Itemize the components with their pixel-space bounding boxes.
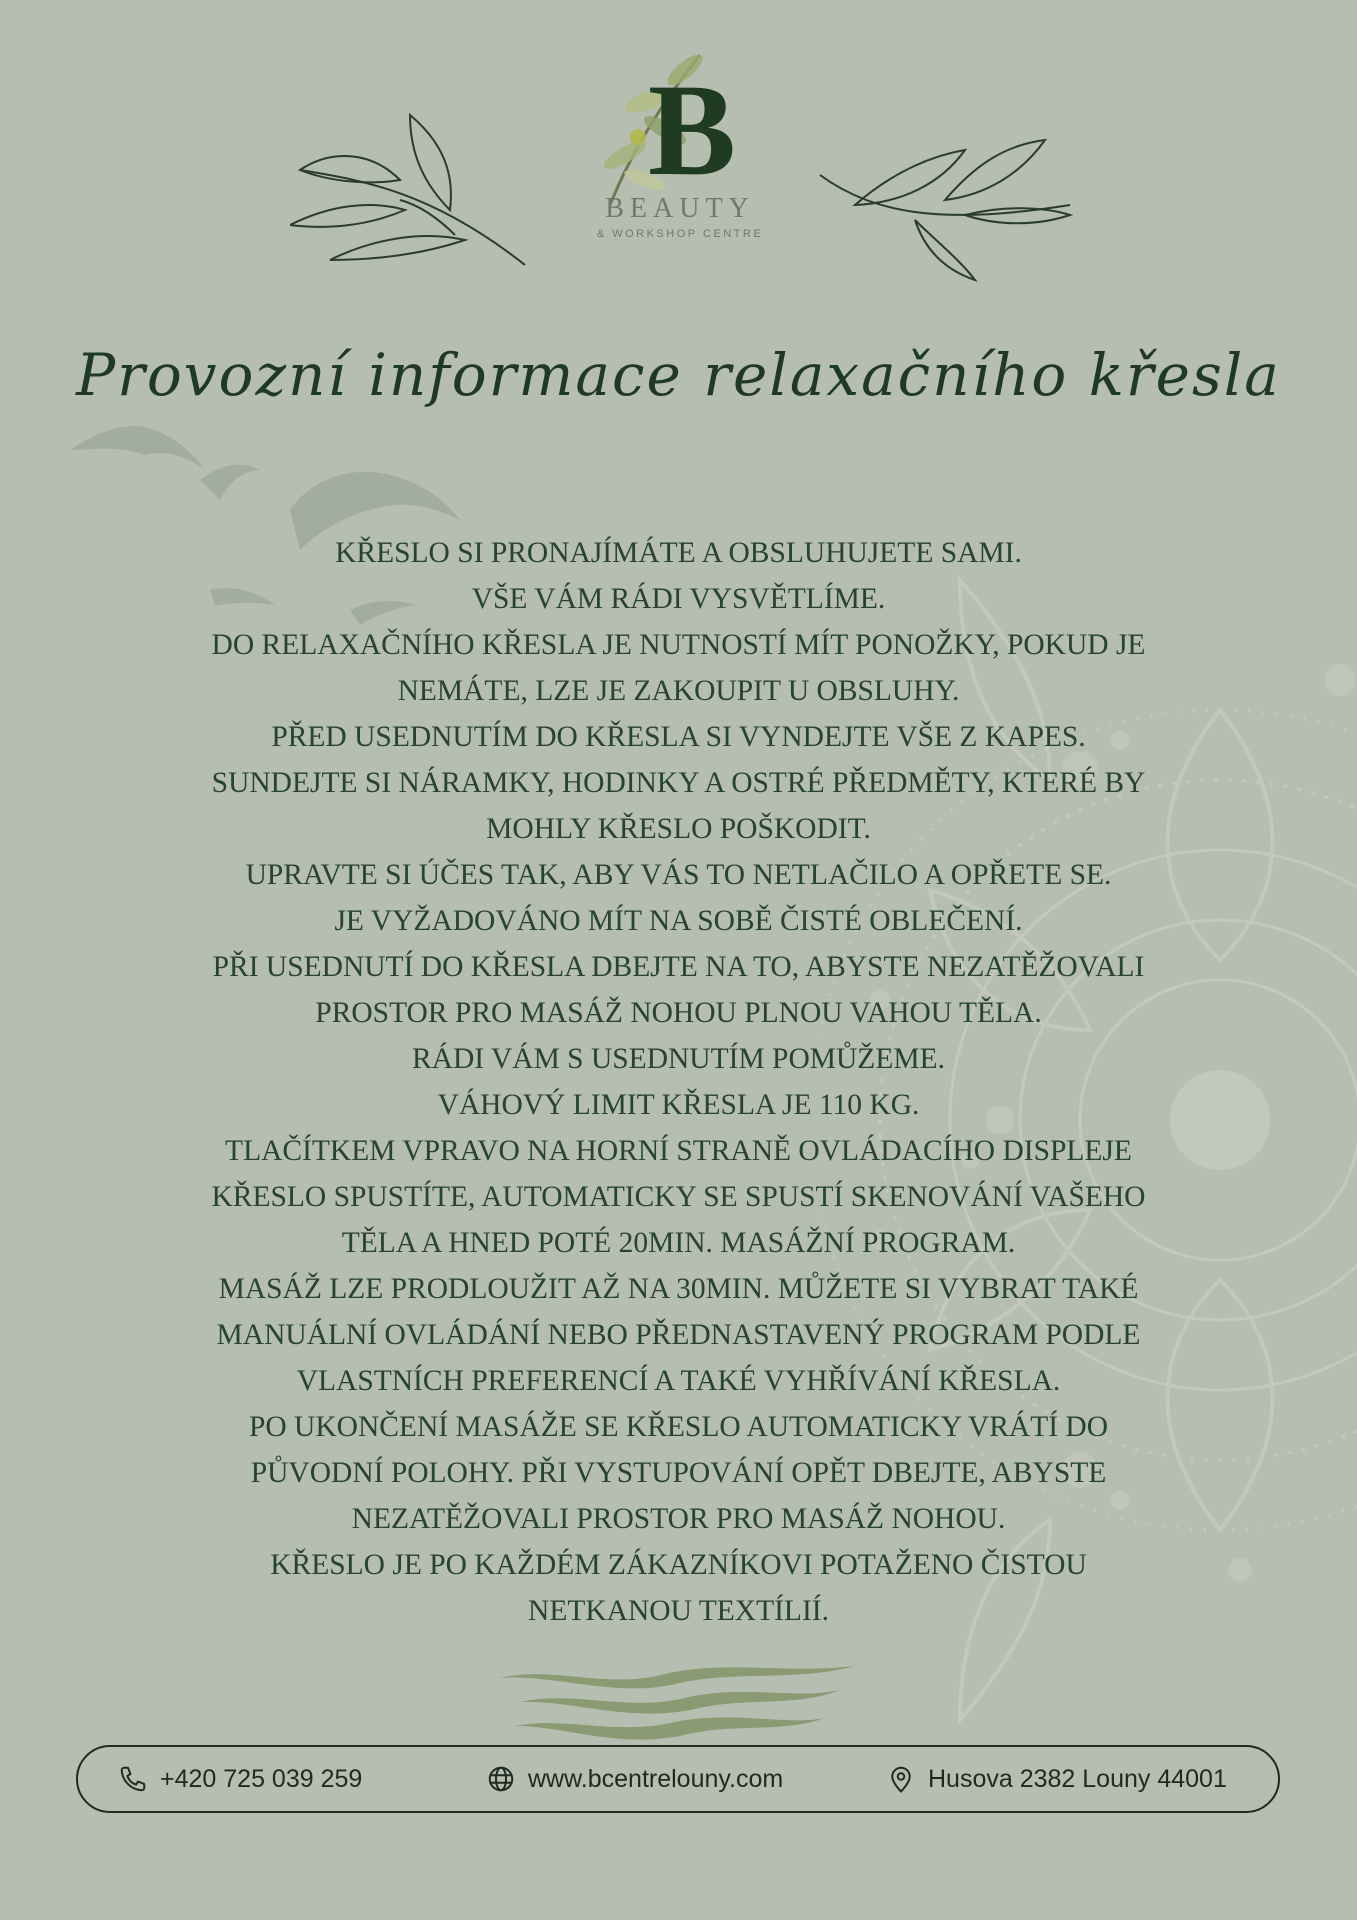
brand-subtitle: & WORKSHOP CENTRE <box>596 228 764 240</box>
info-line: VÁHOVÝ LIMIT KŘESLA JE 110 KG. <box>437 1089 920 1121</box>
info-line: MANUÁLNÍ OVLÁDÁNÍ NEBO PŘEDNASTAVENÝ PROGRAM PODLE <box>216 1319 1141 1351</box>
contact-website[interactable] <box>486 1747 783 1811</box>
branch-left-decoration <box>290 110 530 270</box>
contact-address[interactable] <box>886 1747 1227 1811</box>
info-line: MASÁŽ LZE PRODLOUŽIT AŽ NA 30MIN. MŮŽETE SI VYBRAT TAKÉ <box>218 1273 1139 1305</box>
waves-decoration <box>495 1660 860 1745</box>
page-title: Provozní informace relaxačního křesla <box>76 341 1281 409</box>
info-line: PROSTOR PRO MASÁŽ NOHOU PLNOU VAHOU TĚLA. <box>315 997 1042 1029</box>
location-pin-icon <box>886 1764 916 1794</box>
info-line: VŠE VÁM RÁDI VYSVĚTLÍME. <box>471 583 886 615</box>
info-line: VLASTNÍCH PREFERENCÍ A TAKÉ VYHŘÍVÁNÍ KŘESLA. <box>296 1365 1061 1397</box>
brand-name: BEAUTY <box>605 193 755 224</box>
phone-number: +420 725 039 259 <box>160 1764 363 1793</box>
info-line: KŘESLO SI PRONAJÍMÁTE A OBSLUHUJETE SAMI. <box>335 537 1022 569</box>
branch-right-decoration <box>815 135 1075 285</box>
globe-icon <box>486 1764 516 1794</box>
info-line: KŘESLO SPUSTÍTE, AUTOMATICKY SE SPUSTÍ SKENOVÁNÍ VAŠEHO <box>211 1181 1146 1213</box>
info-body <box>130 530 1227 1634</box>
info-line: PŘED USEDNUTÍM DO KŘESLA SI VYNDEJTE VŠE Z KAPES. <box>271 721 1086 753</box>
info-line: KŘESLO JE PO KAŽDÉM ZÁKAZNÍKOVI POTAŽENO ČISTOU <box>270 1549 1087 1581</box>
info-line: DO RELAXAČNÍHO KŘESLA JE NUTNOSTÍ MÍT PONOŽKY, POKUD JE <box>211 629 1146 661</box>
website-url: www.bcentrelouny.com <box>528 1764 784 1793</box>
info-line: JE VYŽADOVÁNO MÍT NA SOBĚ ČISTÉ OBLEČENÍ. <box>334 905 1023 937</box>
info-line: TLAČÍTKEM VPRAVO NA HORNÍ STRANĚ OVLÁDACÍHO DISPLEJE <box>225 1135 1132 1167</box>
address-text: Husova 2382 Louny 44001 <box>928 1764 1227 1793</box>
contact-phone[interactable] <box>118 1747 362 1811</box>
info-line: UPRAVTE SI ÚČES TAK, ABY VÁS TO NETLAČILO A OPŘETE SE. <box>245 859 1112 891</box>
brand-letter: B <box>647 56 737 203</box>
info-line: MOHLY KŘESLO POŠKODIT. <box>486 813 871 845</box>
info-line: SUNDEJTE SI NÁRAMKY, HODINKY A OSTRÉ PŘEDMĚTY, KTERÉ BY <box>211 767 1146 799</box>
info-line: NEMÁTE, LZE JE ZAKOUPIT U OBSLUHY. <box>397 675 960 707</box>
brand-logo <box>570 45 790 255</box>
info-line: NEZATĚŽOVALI PROSTOR PRO MASÁŽ NOHOU. <box>351 1503 1006 1535</box>
info-line: PŮVODNÍ POLOHY. PŘI VYSTUPOVÁNÍ OPĚT DBEJTE, ABYSTE <box>250 1457 1107 1489</box>
info-line: PŘI USEDNUTÍ DO KŘESLA DBEJTE NA TO, ABYSTE NEZATĚŽOVALI <box>212 951 1145 983</box>
info-line: NETKANOU TEXTÍLIÍ. <box>528 1595 829 1627</box>
contact-bar <box>76 1745 1280 1813</box>
info-line: RÁDI VÁM S USEDNUTÍM POMŮŽEME. <box>412 1043 945 1075</box>
info-line: PO UKONČENÍ MASÁŽE SE KŘESLO AUTOMATICKY VRÁTÍ DO <box>248 1411 1109 1443</box>
phone-icon <box>118 1764 148 1794</box>
info-line: TĚLA A HNED POTÉ 20MIN. MASÁŽNÍ PROGRAM. <box>341 1227 1016 1259</box>
